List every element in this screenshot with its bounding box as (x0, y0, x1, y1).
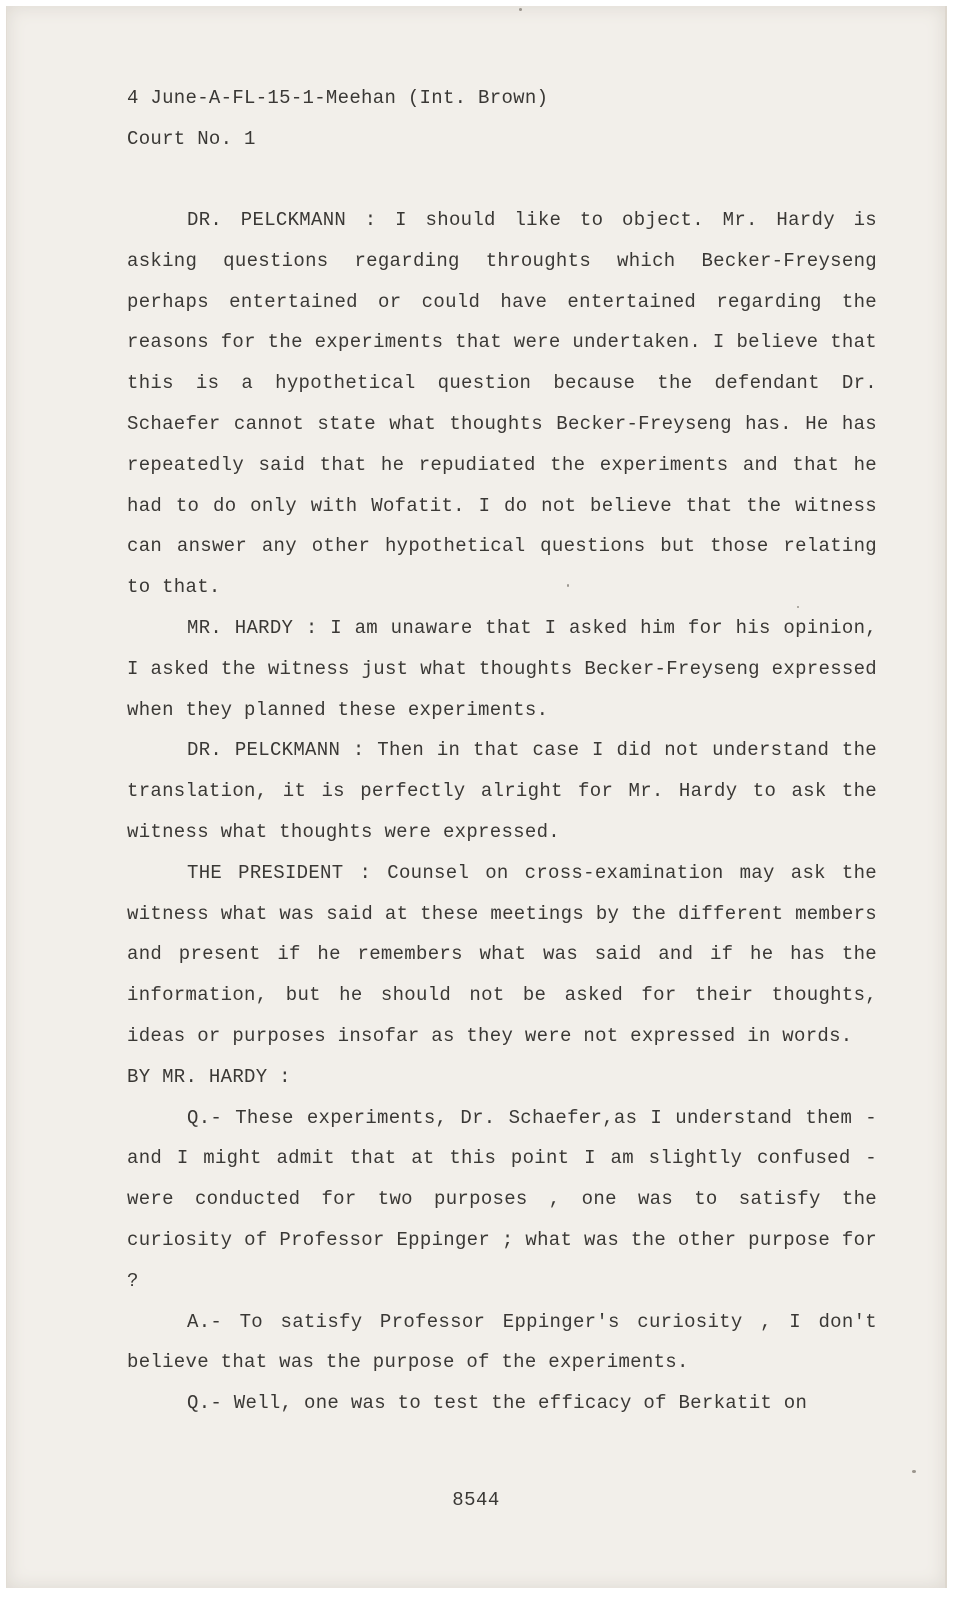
paper-speck (912, 1470, 916, 1473)
paper-speck (797, 606, 799, 608)
header-reference: 4 June-A-FL-15-1-Meehan (Int. Brown) (127, 87, 549, 109)
paragraph-president-ruling: THE PRESIDENT : Counsel on cross-examination may ask the witness what was said at these meetings by the different members and present if he remembers what was said and if he has the information, but he should not be asked for their thoughts, ideas or purposes insofar as they were not expressed in words. (127, 861, 877, 1047)
paragraph-examiner-heading: BY MR. HARDY : (127, 1065, 291, 1088)
header-court: Court No. 1 (127, 128, 256, 150)
paragraph-question-1: Q.- These experiments, Dr. Schaefer,as I understand them - and I might admit that at this point I am slightly confused - were conducted for two purposes , one was to satisfy the curiosity of Professor Eppinger ; what was the other purpose for ? (127, 1106, 877, 1292)
paragraph-question-2: Q.- Well, one was to test the efficacy of Berkatit on (187, 1392, 808, 1415)
header-spacer (127, 160, 877, 200)
document-page (6, 6, 947, 1588)
transcript-body (127, 78, 877, 1424)
paper-speck (519, 8, 522, 11)
paper-speck (567, 584, 569, 587)
paragraph-answer-1: A.- To satisfy Professor Eppinger's curiosity , I don't believe that was the purpose of the experiments. (127, 1310, 877, 1374)
paragraph-pelckmann-objection: DR. PELCKMANN : I should like to object. Mr. Hardy is asking questions regarding throughts which Becker-Freyseng perhaps entertained or could have entertained regarding the reasons for the experiments that were undertaken. I believe that this is a hypothetical question because the defendant Dr. Schaefer cannot state what thoughts Becker-Freyseng has. He has repeatedly said that he repudiated the experiments and that he had to do only with Wofatit. I do not believe that the witness can answer any other hypothetical questions but those relating to that. (127, 209, 877, 599)
page-number: 8544 (452, 1489, 500, 1511)
paragraph-hardy-reply: MR. HARDY : I am unaware that I asked him for his opinion, I asked the witness just what thoughts Becker-Freyseng expressed when they planned these experiments. (127, 616, 877, 721)
paragraph-pelckmann-response: DR. PELCKMANN : Then in that case I did not understand the translation, it is perfectly alright for Mr. Hardy to ask the witness what thoughts were expressed. (127, 739, 877, 843)
